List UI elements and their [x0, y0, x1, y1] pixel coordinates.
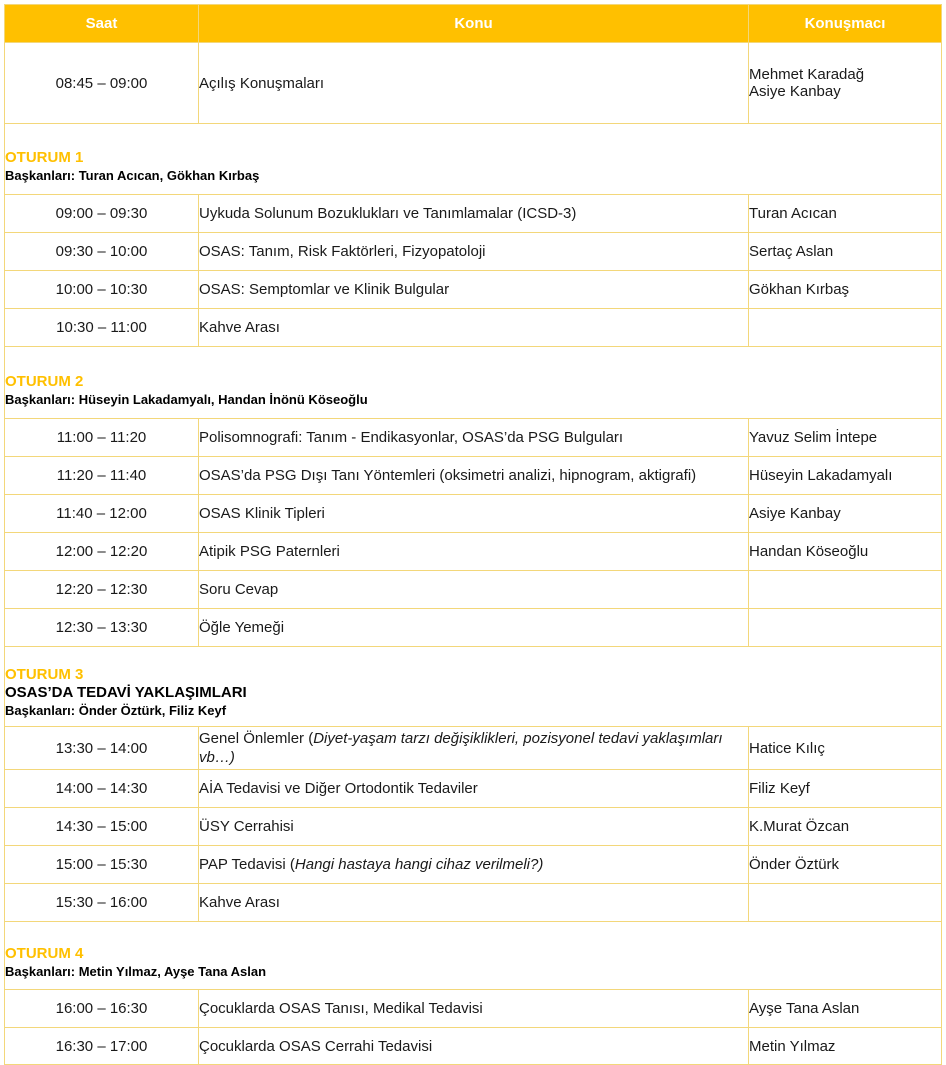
- table-row: [5, 571, 942, 609]
- table-row: [5, 309, 942, 347]
- table-row: [5, 846, 942, 884]
- session-subtitle: OSAS’DA TEDAVİ YAKLAŞIMLARI: [5, 683, 247, 701]
- session-title: OTURUM 2: [5, 372, 84, 390]
- topic-cell: [199, 727, 749, 770]
- program-table: [4, 4, 942, 1065]
- session-header: [5, 647, 942, 727]
- speaker-cell: [749, 884, 942, 922]
- topic-cell: OSAS Klinik Tipleri: [199, 495, 749, 533]
- topic-cell: OSAS: Semptomlar ve Klinik Bulgular: [199, 271, 749, 309]
- session-chairs: Başkanları: Metin Yılmaz, Ayşe Tana Aslan: [5, 963, 267, 979]
- header-speaker: Konuşmacı: [749, 5, 942, 43]
- table-row: [5, 609, 942, 647]
- speaker-cell: Gökhan Kırbaş: [749, 271, 942, 309]
- speaker-cell: [749, 43, 942, 124]
- time-cell: 15:30 – 16:00: [5, 884, 199, 922]
- speaker-cell: Önder Öztürk: [749, 846, 942, 884]
- topic-cell: Açılış Konuşmaları: [199, 43, 749, 124]
- time-cell: 10:00 – 10:30: [5, 271, 199, 309]
- session-chairs: Başkanları: Hüseyin Lakadamyalı, Handan İnönü Köseoğlu: [5, 391, 368, 407]
- session-header: [5, 922, 942, 990]
- time-cell: 11:00 – 11:20: [5, 419, 199, 457]
- session-header: [5, 124, 942, 195]
- table-row: [5, 419, 942, 457]
- topic-cell: AİA Tedavisi ve Diğer Ortodontik Tedaviler: [199, 770, 749, 808]
- speaker-cell: Asiye Kanbay: [749, 495, 942, 533]
- topic-cell: Atipik PSG Paternleri: [199, 533, 749, 571]
- time-cell: 11:40 – 12:00: [5, 495, 199, 533]
- table-row: [5, 195, 942, 233]
- time-cell: 12:20 – 12:30: [5, 571, 199, 609]
- table-row: [5, 495, 942, 533]
- time-cell: 16:00 – 16:30: [5, 990, 199, 1028]
- time-cell: 14:00 – 14:30: [5, 770, 199, 808]
- speaker-cell: [749, 309, 942, 347]
- session-chairs: Başkanları: Turan Acıcan, Gökhan Kırbaş: [5, 168, 260, 183]
- header-time: Saat: [5, 5, 199, 43]
- speaker-cell: Turan Acıcan: [749, 195, 942, 233]
- topic-text: Genel Önlemler (: [199, 730, 314, 747]
- topic-note: Diyet-yaşam tarzı değişiklikleri, pozisyonel tedavi yaklaşımları vb…): [199, 730, 723, 766]
- session-header: [5, 347, 942, 419]
- topic-cell: Çocuklarda OSAS Tanısı, Medikal Tedavisi: [199, 990, 749, 1028]
- topic-cell: OSAS’da PSG Dışı Tanı Yöntemleri (oksimetri analizi, hipnogram, aktigrafi): [199, 457, 749, 495]
- table-row: [5, 233, 942, 271]
- topic-cell: Soru Cevap: [199, 571, 749, 609]
- topic-cell: Polisomnografi: Tanım - Endikasyonlar, OSAS’da PSG Bulguları: [199, 419, 749, 457]
- time-cell: 08:45 – 09:00: [5, 43, 199, 124]
- session-title: OTURUM 1: [5, 149, 84, 166]
- time-cell: 09:30 – 10:00: [5, 233, 199, 271]
- speaker-cell: [749, 609, 942, 647]
- speaker-cell: Metin Yılmaz: [749, 1028, 942, 1065]
- speaker-cell: Handan Köseoğlu: [749, 533, 942, 571]
- topic-cell: Uykuda Solunum Bozuklukları ve Tanımlamalar (ICSD-3): [199, 195, 749, 233]
- time-cell: 13:30 – 14:00: [5, 727, 199, 770]
- table-row: [5, 271, 942, 309]
- session-title: OTURUM 4: [5, 944, 84, 962]
- time-cell: 16:30 – 17:00: [5, 1028, 199, 1065]
- table-row: [5, 808, 942, 846]
- session-chairs: Başkanları: Önder Öztürk, Filiz Keyf: [5, 702, 227, 718]
- speaker-name: Asiye Kanbay: [749, 83, 841, 100]
- time-cell: 15:00 – 15:30: [5, 846, 199, 884]
- table-row: [5, 990, 942, 1028]
- topic-text: PAP Tedavisi (: [199, 856, 295, 873]
- table-row: [5, 884, 942, 922]
- speaker-name: Mehmet Karadağ: [749, 66, 865, 83]
- time-cell: 10:30 – 11:00: [5, 309, 199, 347]
- topic-cell: Kahve Arası: [199, 884, 749, 922]
- speaker-cell: Ayşe Tana Aslan: [749, 990, 942, 1028]
- table-row: [5, 533, 942, 571]
- speaker-cell: Sertaç Aslan: [749, 233, 942, 271]
- topic-note: Hangi hastaya hangi cihaz verilmeli?): [294, 856, 544, 873]
- speaker-cell: Hüseyin Lakadamyalı: [749, 457, 942, 495]
- table-row: [5, 1028, 942, 1065]
- table-row: [5, 43, 942, 124]
- table-row: [5, 770, 942, 808]
- time-cell: 12:30 – 13:30: [5, 609, 199, 647]
- header-topic: Konu: [199, 5, 749, 43]
- session-title: OTURUM 3: [5, 665, 84, 683]
- speaker-cell: K.Murat Özcan: [749, 808, 942, 846]
- topic-cell: OSAS: Tanım, Risk Faktörleri, Fizyopatoloji: [199, 233, 749, 271]
- time-cell: 11:20 – 11:40: [5, 457, 199, 495]
- topic-cell: [199, 846, 749, 884]
- speaker-cell: Yavuz Selim İntepe: [749, 419, 942, 457]
- topic-cell: Çocuklarda OSAS Cerrahi Tedavisi: [199, 1028, 749, 1065]
- time-cell: 09:00 – 09:30: [5, 195, 199, 233]
- speaker-cell: Hatice Kılıç: [749, 727, 942, 770]
- table-row: [5, 727, 942, 770]
- topic-cell: Kahve Arası: [199, 309, 749, 347]
- time-cell: 12:00 – 12:20: [5, 533, 199, 571]
- topic-cell: Öğle Yemeği: [199, 609, 749, 647]
- speaker-cell: Filiz Keyf: [749, 770, 942, 808]
- time-cell: 14:30 – 15:00: [5, 808, 199, 846]
- header-row: [5, 5, 942, 43]
- topic-cell: ÜSY Cerrahisi: [199, 808, 749, 846]
- table-row: [5, 457, 942, 495]
- speaker-cell: [749, 571, 942, 609]
